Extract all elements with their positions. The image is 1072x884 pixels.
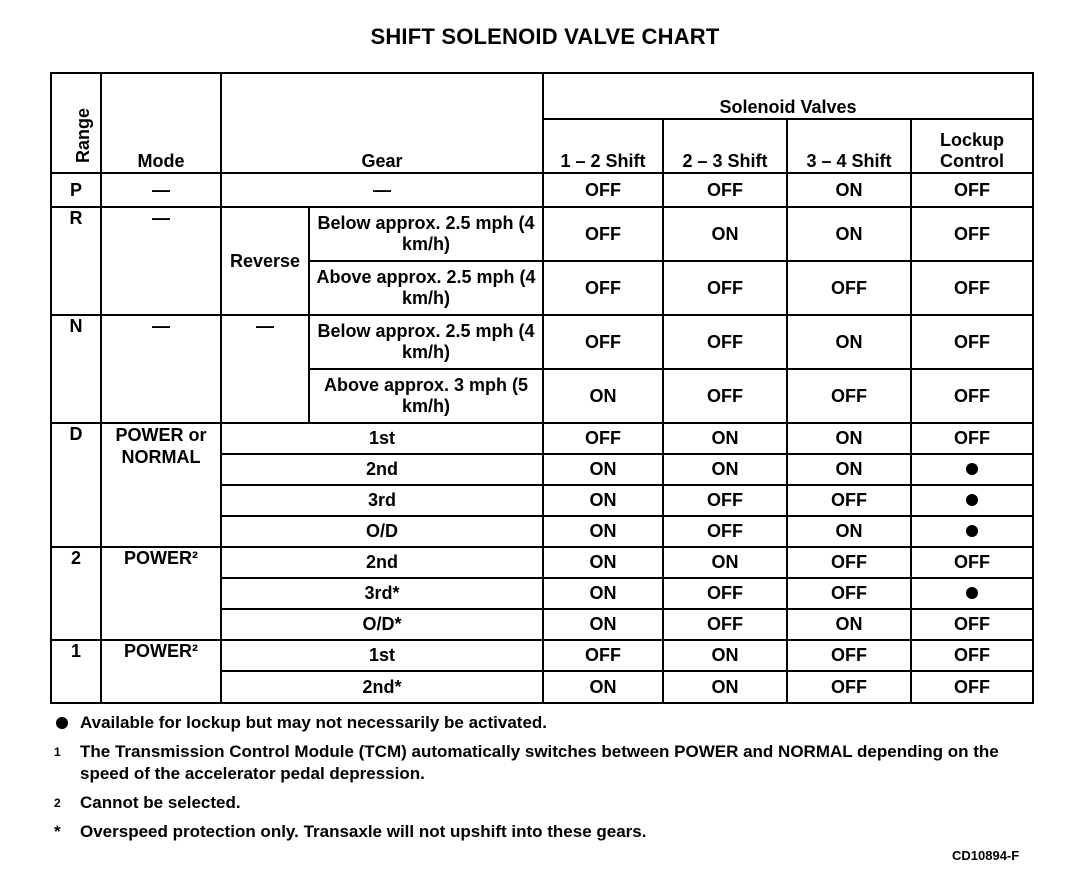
value-cell: ON: [543, 454, 663, 485]
value-cell: OFF: [663, 369, 787, 423]
value-cell: ON: [543, 516, 663, 547]
value-cell: ON: [787, 207, 911, 261]
value-cell: ON: [543, 671, 663, 703]
shift-2-3-header: 2 – 3 Shift: [663, 119, 787, 173]
footnote-1: [54, 741, 1014, 785]
range-cell: P: [51, 173, 101, 207]
footnote-text: The Transmission Control Module (TCM) automatically switches between POWER and NORMAL depending on the speed of the accelerator pedal depression.: [80, 742, 999, 783]
value-cell: OFF: [911, 609, 1033, 640]
table-row: [51, 173, 1033, 207]
value-cell: OFF: [787, 547, 911, 578]
value-cell: OFF: [911, 640, 1033, 671]
gear-cell: 3rd: [221, 485, 543, 516]
value-cell: OFF: [787, 261, 911, 315]
value-cell: OFF: [543, 315, 663, 369]
gear-desc-cell: Above approx. 3 mph (5 km/h): [309, 369, 543, 423]
footnote-2: [54, 792, 1014, 814]
shift-3-4-header: 3 – 4 Shift: [787, 119, 911, 173]
table-row: [51, 640, 1033, 671]
solenoid-chart-table: [50, 72, 1034, 704]
mode-cell: —: [101, 207, 221, 315]
gear-cell: 2nd: [221, 547, 543, 578]
value-cell: ON: [787, 516, 911, 547]
mode-cell: POWER²: [101, 640, 221, 703]
value-cell: OFF: [663, 485, 787, 516]
footnote-asterisk: [54, 821, 1014, 843]
table-row: [51, 547, 1033, 578]
value-cell: OFF: [911, 315, 1033, 369]
value-cell: OFF: [911, 671, 1033, 703]
chart-title: SHIFT SOLENOID VALVE CHART: [370, 24, 720, 49]
gear-header: Gear: [221, 73, 543, 173]
value-cell: OFF: [911, 423, 1033, 454]
footnote-text: Available for lockup but may not necessarily be activated.: [80, 713, 548, 732]
value-cell: OFF: [787, 640, 911, 671]
value-cell: OFF: [787, 578, 911, 609]
range-cell: R: [51, 207, 101, 315]
filled-circle-icon: [56, 717, 68, 729]
gear-cell: Reverse: [221, 207, 309, 315]
value-cell: ON: [543, 578, 663, 609]
gear-cell: 2nd: [221, 454, 543, 485]
range-header: Range: [51, 73, 101, 173]
value-cell: ON: [787, 315, 911, 369]
value-cell: ON: [663, 454, 787, 485]
value-cell: OFF: [911, 547, 1033, 578]
footnotes: [54, 712, 1014, 850]
footnote-text: Cannot be selected.: [80, 793, 241, 812]
value-cell: ON: [663, 207, 787, 261]
mode-cell: —: [101, 173, 221, 207]
lockup-dot-cell: [911, 485, 1033, 516]
value-cell: OFF: [543, 173, 663, 207]
value-cell: OFF: [663, 578, 787, 609]
value-cell: OFF: [663, 261, 787, 315]
lockup-available-dot-icon: [966, 587, 978, 599]
lockup-available-dot-icon: [966, 494, 978, 506]
footnote-marker: 1: [54, 745, 61, 759]
lockup-dot-cell: [911, 578, 1033, 609]
mode-header: Mode: [101, 73, 221, 173]
gear-cell: 2nd*: [221, 671, 543, 703]
solenoid-valves-header: Solenoid Valves: [543, 73, 1033, 119]
lockup-dot-cell: [911, 516, 1033, 547]
value-cell: OFF: [663, 315, 787, 369]
value-cell: OFF: [911, 261, 1033, 315]
value-cell: ON: [663, 547, 787, 578]
value-cell: OFF: [911, 207, 1033, 261]
value-cell: OFF: [911, 173, 1033, 207]
figure-code: CD10894-F: [952, 848, 1020, 863]
value-cell: OFF: [663, 173, 787, 207]
gear-cell: 1st: [221, 640, 543, 671]
footnote-text: Overspeed protection only. Transaxle will not upshift into these gears.: [80, 822, 647, 841]
gear-cell: —: [221, 315, 309, 423]
value-cell: OFF: [787, 485, 911, 516]
value-cell: ON: [787, 423, 911, 454]
value-cell: ON: [663, 671, 787, 703]
value-cell: OFF: [543, 423, 663, 454]
value-cell: ON: [787, 609, 911, 640]
footnote-lockup: [54, 712, 1014, 734]
range-cell: 1: [51, 640, 101, 703]
gear-cell: 1st: [221, 423, 543, 454]
mode-cell: POWER or NORMAL: [101, 423, 221, 547]
value-cell: ON: [543, 485, 663, 516]
footnote-marker: *: [54, 822, 61, 841]
value-cell: OFF: [663, 516, 787, 547]
range-cell: D: [51, 423, 101, 547]
value-cell: ON: [663, 423, 787, 454]
mode-cell: —: [101, 315, 221, 423]
table-row: [51, 207, 1033, 261]
value-cell: ON: [787, 454, 911, 485]
gear-desc-cell: Below approx. 2.5 mph (4 km/h): [309, 207, 543, 261]
gear-cell: —: [221, 173, 543, 207]
lockup-dot-cell: [911, 454, 1033, 485]
value-cell: OFF: [543, 261, 663, 315]
gear-cell: O/D*: [221, 609, 543, 640]
range-cell: 2: [51, 547, 101, 640]
lockup-control-header: Lockup Control: [911, 119, 1033, 173]
lockup-available-dot-icon: [966, 463, 978, 475]
value-cell: OFF: [543, 207, 663, 261]
table-row: [51, 423, 1033, 454]
table-row: [51, 315, 1033, 369]
gear-cell: 3rd*: [221, 578, 543, 609]
gear-desc-cell: Below approx. 2.5 mph (4 km/h): [309, 315, 543, 369]
lockup-available-dot-icon: [966, 525, 978, 537]
gear-desc-cell: Above approx. 2.5 mph (4 km/h): [309, 261, 543, 315]
value-cell: ON: [543, 369, 663, 423]
mode-cell: POWER²: [101, 547, 221, 640]
value-cell: OFF: [911, 369, 1033, 423]
value-cell: OFF: [663, 609, 787, 640]
value-cell: ON: [663, 640, 787, 671]
value-cell: ON: [543, 609, 663, 640]
value-cell: OFF: [543, 640, 663, 671]
shift-1-2-header: 1 – 2 Shift: [543, 119, 663, 173]
range-cell: N: [51, 315, 101, 423]
gear-cell: O/D: [221, 516, 543, 547]
value-cell: OFF: [787, 369, 911, 423]
footnote-marker: 2: [54, 796, 61, 810]
value-cell: ON: [543, 547, 663, 578]
value-cell: ON: [787, 173, 911, 207]
value-cell: OFF: [787, 671, 911, 703]
